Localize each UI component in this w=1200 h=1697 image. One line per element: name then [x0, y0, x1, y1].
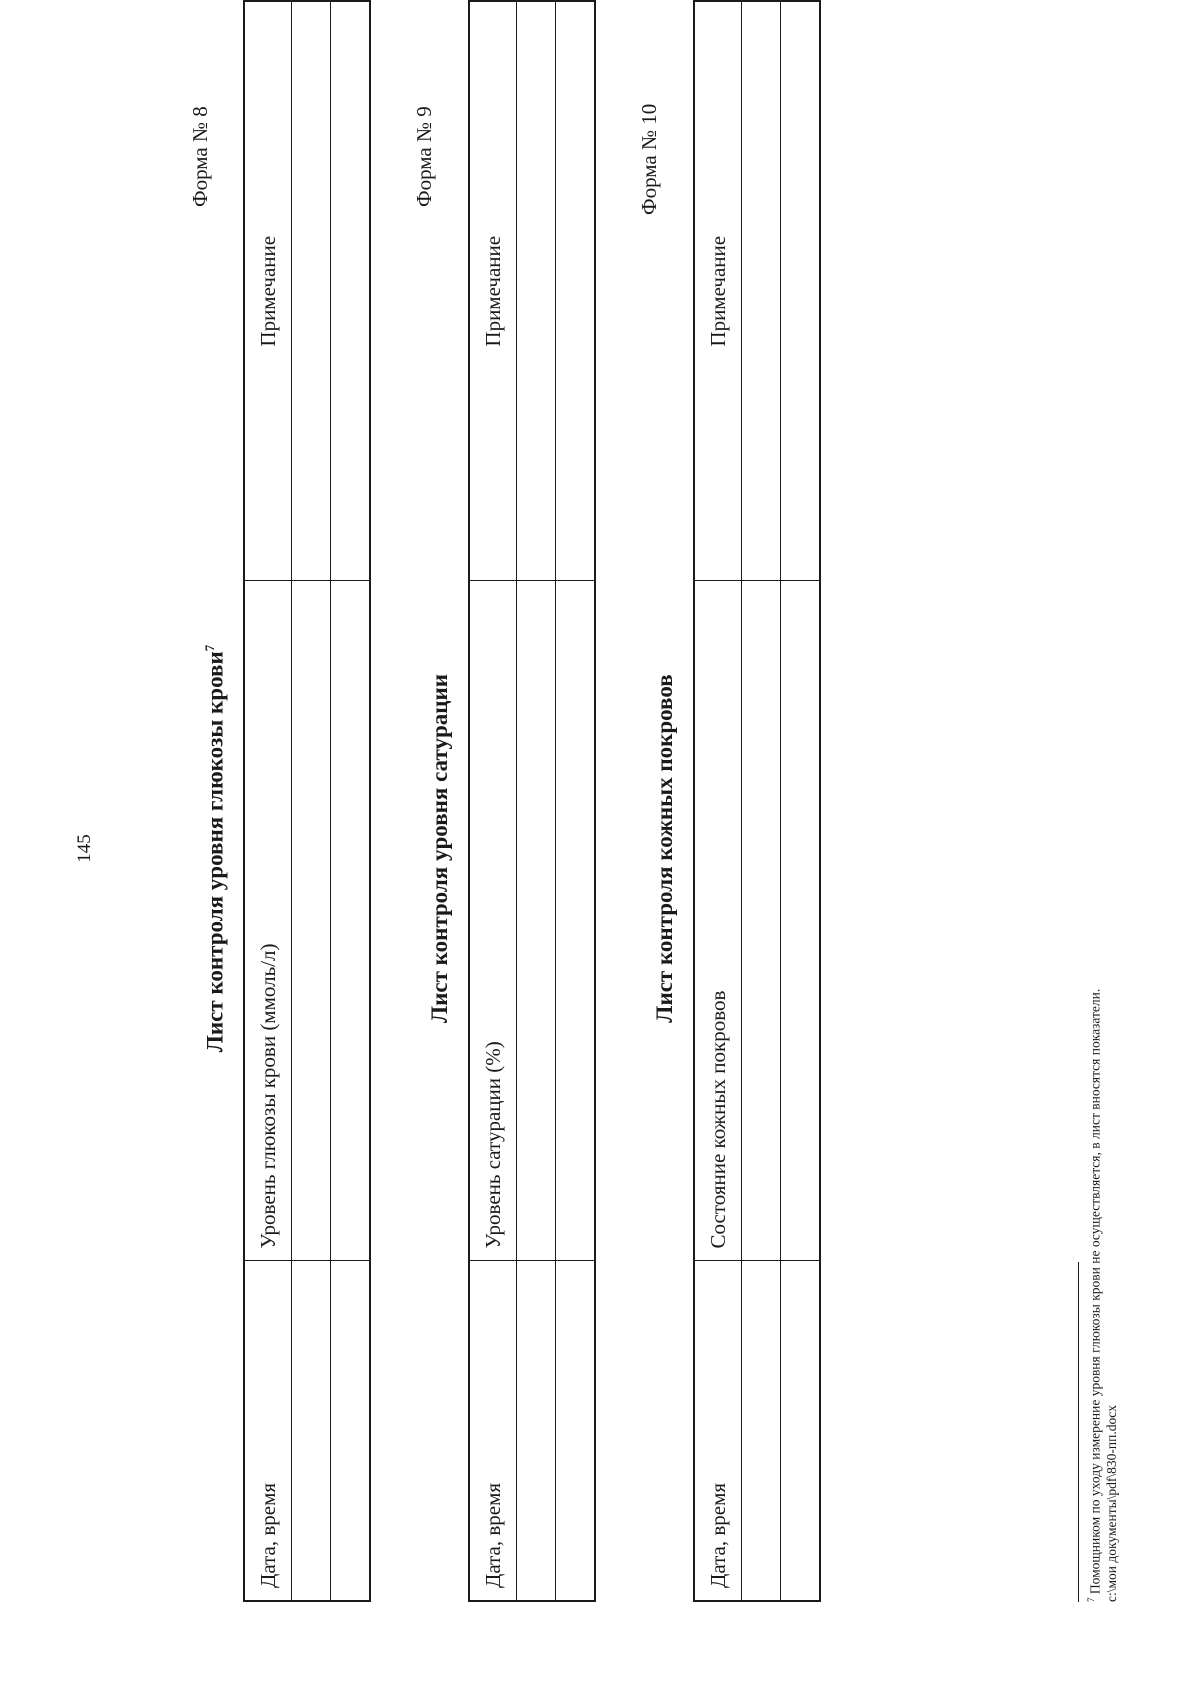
form-8-title: [202, 0, 229, 1697]
table-cell[interactable]: [517, 1, 556, 581]
footnote-file-path: c:\мои документы\pdf\830-пп.docx: [1103, 1405, 1119, 1602]
form-8-table: [243, 0, 371, 1602]
table-header-row: [244, 1, 292, 1601]
table-cell[interactable]: [742, 581, 781, 1261]
column-header-note: Примечание: [244, 1, 292, 581]
form-9-title: Лист контроля уровня сатурации: [427, 673, 452, 1024]
table-row: [331, 1, 371, 1601]
table-cell[interactable]: [331, 1, 371, 581]
table-cell[interactable]: [331, 1261, 371, 1601]
page-number: 145: [74, 834, 95, 863]
footnote-ref: 7: [202, 644, 217, 652]
table-row: [556, 1, 596, 1601]
table-cell[interactable]: [781, 1261, 821, 1601]
form-10-label: Форма № 10: [637, 103, 661, 215]
footnote-text-line: [1083, 989, 1104, 1602]
table-row: [292, 1, 331, 1601]
table-cell[interactable]: [742, 1, 781, 581]
form-9-label: Форма № 9: [412, 106, 436, 207]
form-9-table: [468, 0, 596, 1602]
form-10-table: [693, 0, 821, 1602]
table-row: [781, 1, 821, 1601]
column-header-date: Дата, время: [694, 1261, 742, 1601]
column-header-skin: Состояние кожных покровов: [694, 581, 742, 1261]
table-row: [517, 1, 556, 1601]
table-cell[interactable]: [556, 1, 596, 581]
column-header-date: Дата, время: [244, 1261, 292, 1601]
table-cell[interactable]: [517, 581, 556, 1261]
column-header-note: Примечание: [694, 1, 742, 581]
table-row: [742, 1, 781, 1601]
form-10-title: Лист контроля кожных покровов: [652, 674, 677, 1023]
table-cell[interactable]: [292, 1, 331, 581]
footnote-divider: [1078, 1262, 1079, 1602]
footnote-number: 7: [1086, 1597, 1096, 1602]
column-header-date: Дата, время: [469, 1261, 517, 1601]
column-header-saturation: Уровень сатурации (%): [469, 581, 517, 1261]
table-header-row: [694, 1, 742, 1601]
table-header-row: [469, 1, 517, 1601]
form-8-title-text: Лист контроля уровня глюкозы крови: [202, 651, 228, 1053]
table-cell[interactable]: [517, 1261, 556, 1601]
table-cell[interactable]: [781, 581, 821, 1261]
table-cell[interactable]: [331, 581, 371, 1261]
column-header-glucose: Уровень глюкозы крови (ммоль/л): [244, 581, 292, 1261]
column-header-note: Примечание: [469, 1, 517, 581]
table-cell[interactable]: [292, 1261, 331, 1601]
form-8-label: Форма № 8: [188, 106, 212, 207]
table-cell[interactable]: [292, 581, 331, 1261]
table-cell[interactable]: [742, 1261, 781, 1601]
footnote: [1083, 989, 1120, 1602]
table-cell[interactable]: [781, 1, 821, 581]
table-cell[interactable]: [556, 1261, 596, 1601]
table-cell[interactable]: [556, 581, 596, 1261]
footnote-text: Помощником по уходу измерение уровня глюкозы крови не осуществляется, в лист вносятся показатели.: [1087, 988, 1103, 1595]
